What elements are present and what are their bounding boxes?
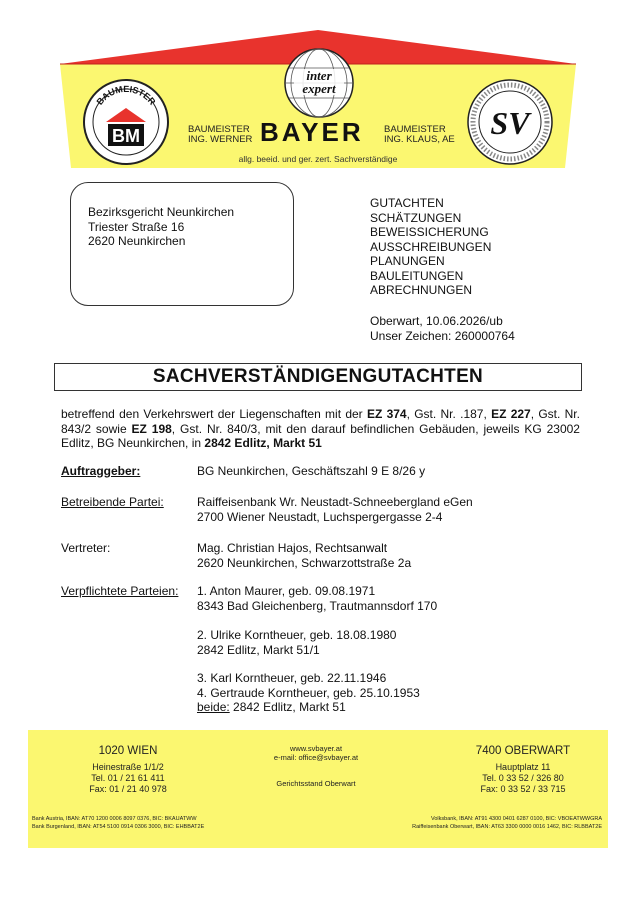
letterhead [0,0,636,175]
office-oberwart-city: 7400 OBERWART [475,745,571,757]
both-label: beide: [197,700,230,714]
property-address: 2842 Edlitz, Markt 51 [204,436,322,450]
office-wien-fax: Fax: 01 / 21 40 978 [89,784,167,794]
service-item: SCHÄTZUNGEN [370,210,462,225]
website-link[interactable]: www.svbayer.at [289,744,343,753]
baumeister-badge-text: BAUMEISTER [94,83,158,107]
recipient-city: 2620 Neunkirchen [88,234,186,248]
recipient-name: Bezirksgericht Neunkirchen [88,205,235,219]
recipient-street: Triester Straße 16 [88,219,185,234]
globe-word-inter: inter [306,68,332,83]
jurisdiction: Gerichtsstand Oberwart [276,779,356,788]
subject-paragraph: betreffend den Verkehrswert der Liegenschaften mit der EZ 374, Gst. Nr. .187, EZ 227, Gst. Nr. 843/2 sowie EZ 198, Gst. Nr. 840/3, mit den darauf befindlichen Gebäuden, jeweils KG 23002 Edlitz, BG Neunkirchen, in 2842 Edlitz, Markt 51 [61,407,580,450]
service-item: AUSSCHREIBUNGEN [370,239,492,254]
client-value: BG Neunkirchen, Geschäftszahl 9 E 8/26 y [197,464,426,478]
services-list [370,196,491,298]
client-label: Auftraggeber: [61,464,141,478]
service-item: PLANUNGEN [370,254,445,268]
operating-party-label: Betreibende Partei: [61,495,164,509]
office-oberwart [448,744,598,795]
representative-value: Mag. Christian Hajos, Rechtsanwalt 2620 Neunkirchen, Schwarzottstraße 2a [197,541,412,570]
partner-right-name: BAUMEISTER ING. KLAUS, AE [384,124,455,145]
ez-198: EZ 198 [131,421,172,436]
company-name: BAYER [260,117,364,147]
inter-expert-globe-logo [282,46,356,120]
bank-details-right: Volksbank, IBAN: AT91 4300 0401 6287 0100, BIC: VBOEATWWGRA Raiffeisenbank Oberwart, IBAN: AT63 3300 0000 0016 1462, BIC: RLBBAT2E [412,816,602,830]
obliged-party-1: 1. Anton Maurer, geb. 09.08.1971 8343 Bad Gleichenberg, Trautmannsdorf 170 [197,584,438,613]
representative-label: Vertreter: [61,541,111,555]
obliged-parties-label: Verpflichtete Parteien: [61,584,179,598]
office-wien-phone: Tel. 01 / 21 61 411 [91,773,165,783]
baumeister-badge-mark: BM [112,126,140,146]
ez-374: EZ 374 [366,407,407,421]
document-meta [370,314,515,343]
sv-seal-mark: SV [490,105,530,141]
office-oberwart-street: Hauptplatz 11 [495,762,551,772]
office-oberwart-fax: Fax: 0 33 52 / 33 715 [480,784,566,794]
email-link[interactable]: e-mail: office@svbayer.at [273,753,359,762]
sv-seal-logo [466,78,554,166]
service-item: BAULEITUNGEN [370,268,464,283]
bank-details-left: Bank Austria, IBAN: AT70 1200 0006 8097 0376, BIC: BKAUATWW Bank Burgenland, IBAN: AT54 5100 0914 0306 3000, BIC: EHBBAT2E [32,816,205,830]
baumeister-logo [82,78,170,166]
globe-word-expert: expert [302,81,336,96]
recipient-address-box [70,182,294,306]
service-item: GUTACHTEN [370,196,444,210]
office-oberwart-phone: Tel. 0 33 52 / 326 80 [482,773,564,783]
service-item: ABRECHNUNGEN [370,283,473,297]
obliged-party-2: 2. Ulrike Korntheuer, geb. 18.08.1980 2842 Edlitz, Markt 51/1 [197,628,397,657]
obliged-party-3-4: 3. Karl Korntheuer, geb. 22.11.1946 4. Gertraude Korntheuer, geb. 25.10.1953 beide: 2842 Edlitz, Markt 51 [197,671,420,714]
both-address: 2842 Edlitz, Markt 51 [229,700,346,714]
ez-227: EZ 227 [491,407,531,421]
service-item: BEWEISSICHERUNG [370,225,489,239]
place-date: Oberwart, 10.06.2026/ub [370,314,503,328]
office-wien [58,744,198,795]
office-wien-city: 1020 WIEN [98,745,158,757]
partner-left-name: BAUMEISTER ING. WERNER [188,124,253,145]
office-wien-street: Heinestraße 1/1/2 [92,762,164,772]
reference-number: Unser Zeichen: 260000764 [370,328,515,343]
letter-footer [28,730,608,848]
contact-web [256,744,376,762]
letterhead-subtitle: allg. beeid. und ger. zert. Sachverständige [238,154,398,164]
document-title: SACHVERSTÄNDIGENGUTACHTEN [54,363,582,391]
operating-party-value: Raiffeisenbank Wr. Neustadt-Schneebergland eGen 2700 Wiener Neustadt, Luchspergergasse 2-4 [197,495,473,524]
